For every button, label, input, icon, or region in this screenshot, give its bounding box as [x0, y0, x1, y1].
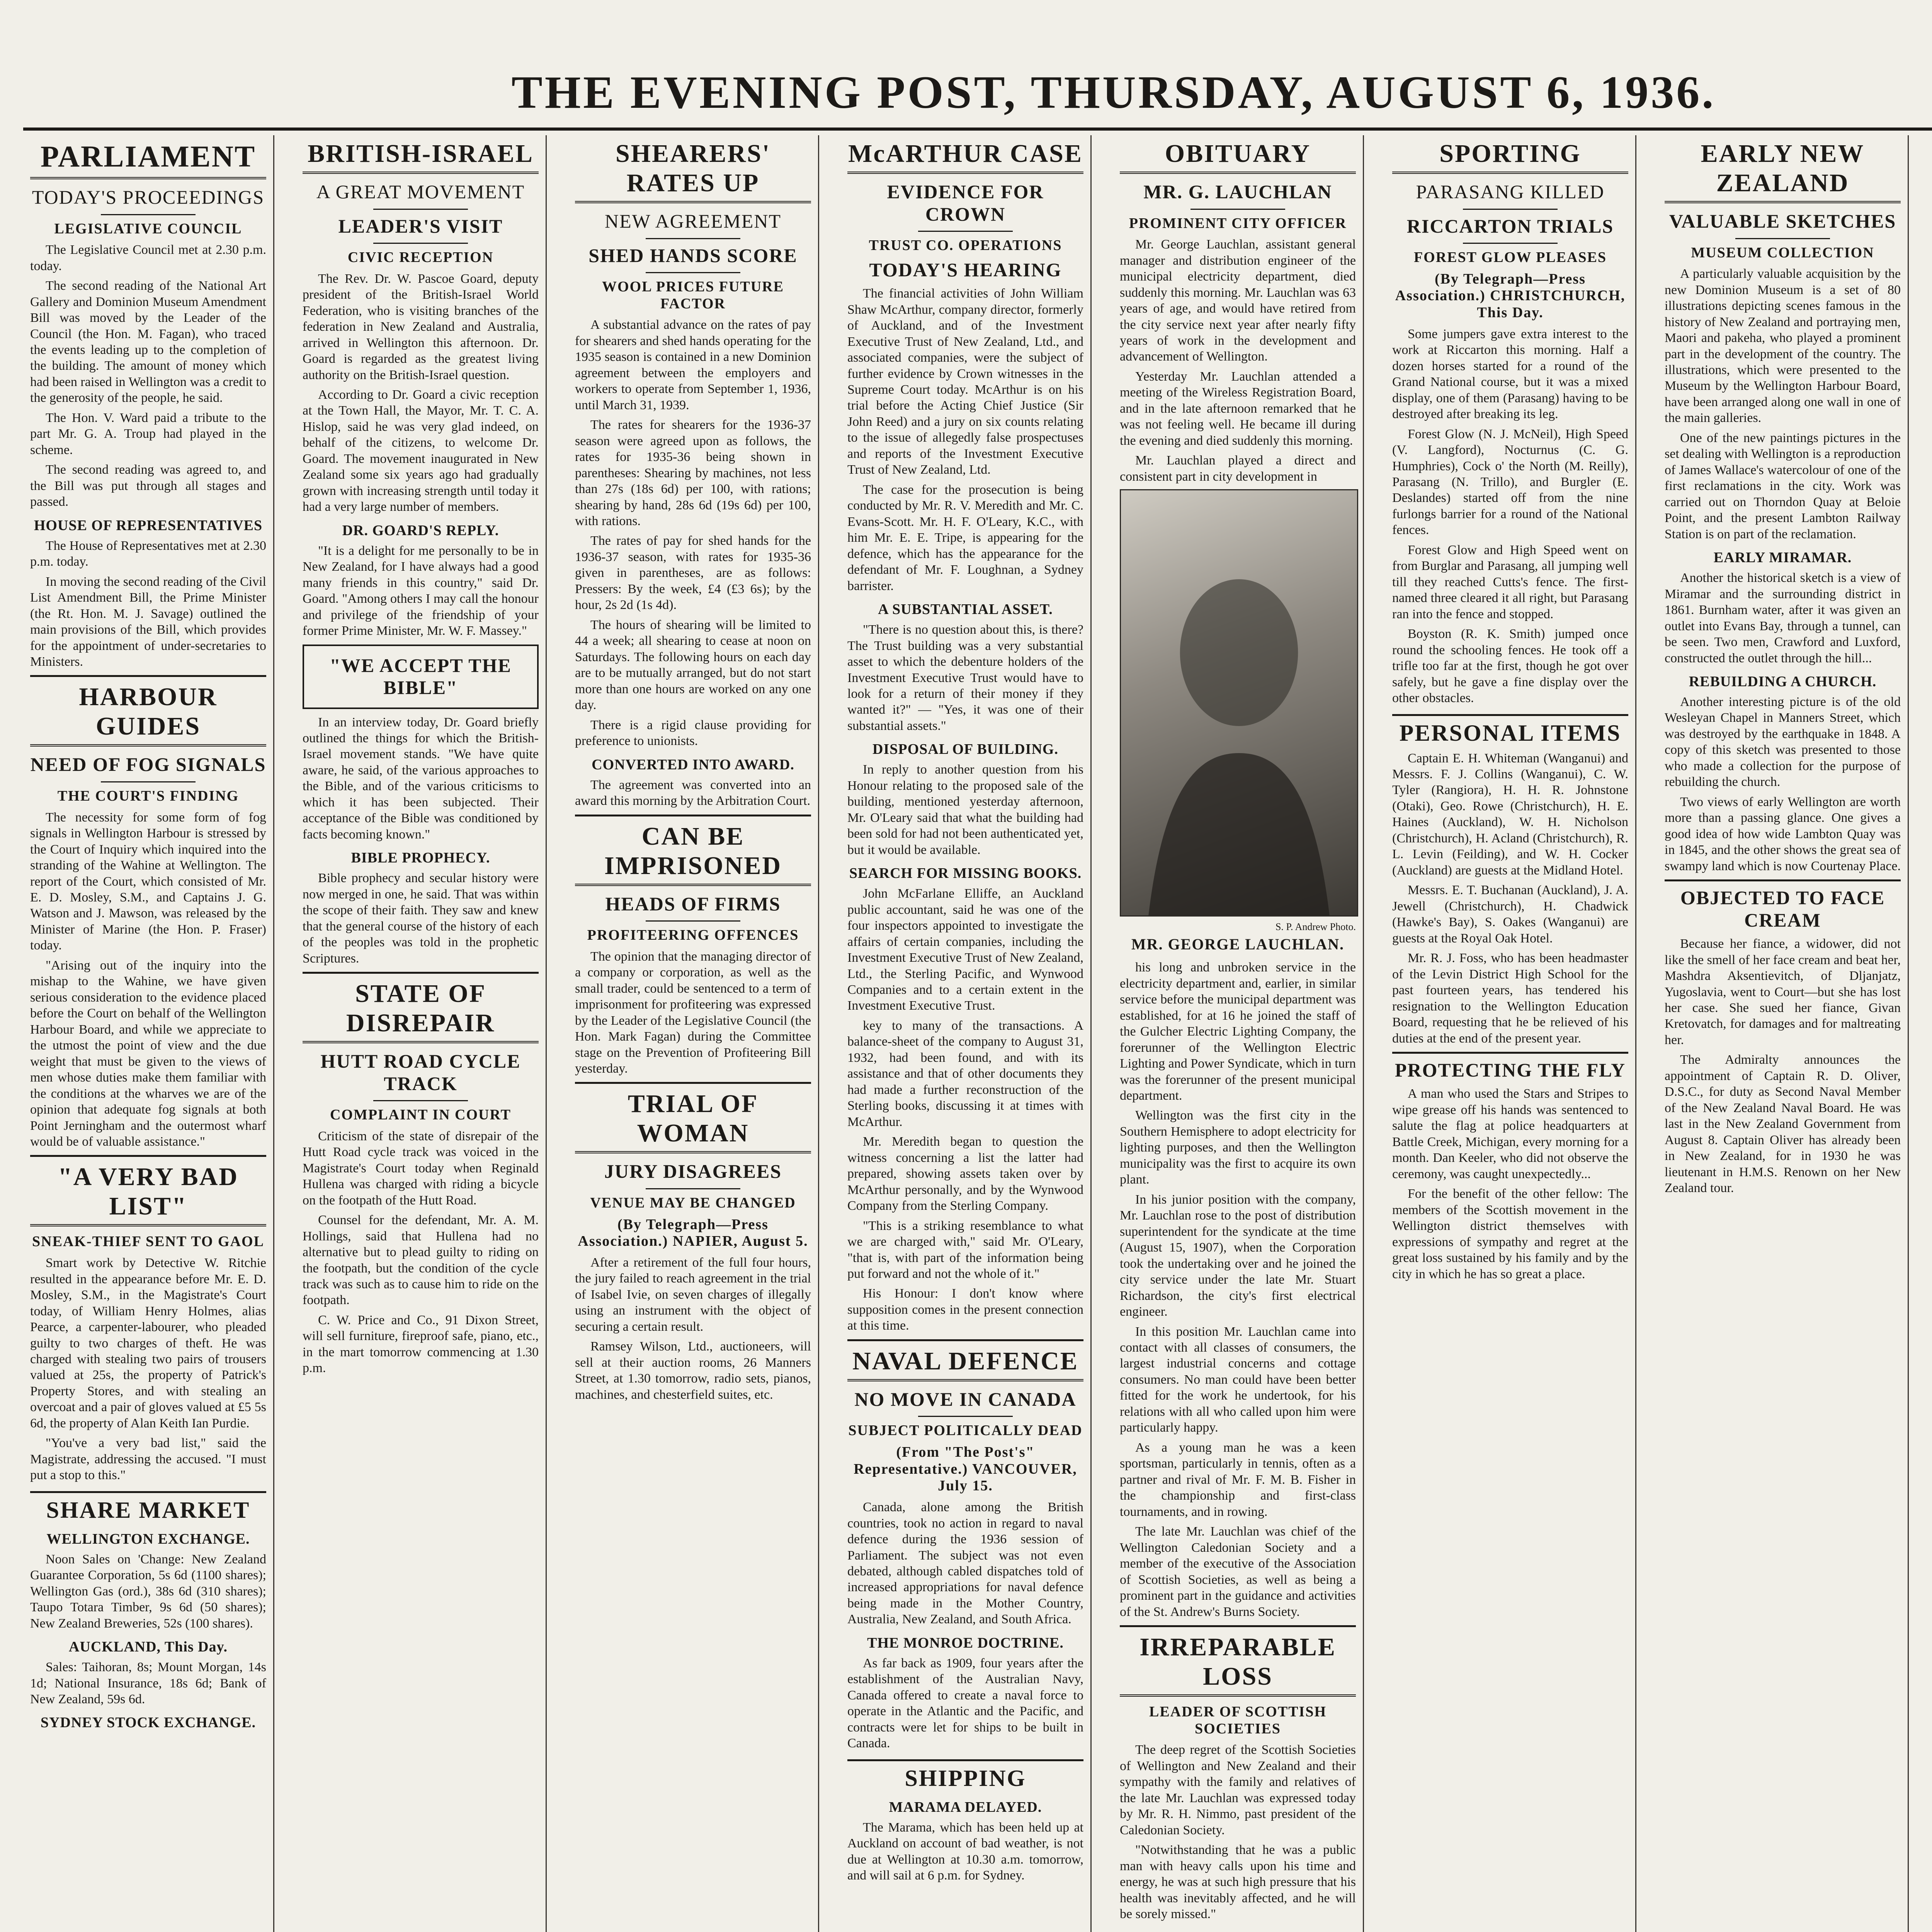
- article-paragraph: The Rev. Dr. W. Pascoe Goard, deputy president of the British-Israel World Federation, who is visiting branches of the federation in New Zealand and Australia, arrived in Wellington this afternoon. Dr. Goard is regarded as the greatest living authority on the British-Israel question.: [303, 271, 539, 382]
- article-paragraph: There is a rigid clause providing for preference to unionists.: [575, 718, 811, 748]
- article-paragraph: Mr. Meredith began to question the witness concerning a list the latter had prepared, showing assets taken over by McArthur personally, and by the Wynwood Company from the Sterling Company.: [847, 1134, 1083, 1213]
- headline-harbour-guides: HARBOUR GUIDES: [30, 682, 266, 747]
- article-paragraph: Criticism of the state of disrepair of the Hutt Road cycle track was voiced in the Magistrate's Court today when Reginald Hullena was charged with riding a bicycle on the footpath of the Hutt Road.: [303, 1129, 539, 1208]
- article-paragraph: Mr. Lauchlan played a direct and consistent part in city development in: [1120, 453, 1356, 484]
- article-paragraph: C. W. Price and Co., 91 Dixon Street, will sell furniture, fireproof safe, piano, etc., in the mart tomorrow commencing at 1.30 p.m.: [303, 1313, 539, 1376]
- article-paragraph: The Admiralty announces the appointment of Captain R. D. Oliver, D.S.C., for duty as Second Naval Member of the New Zealand Naval Board. He was last in the New Zealand Government from August 8. Captain Oliver has already been in New Zealand, for in 1930 he was lieutenant in H.M.S. Renown on her New Zealand tour.: [1665, 1053, 1901, 1196]
- subhead-missing-books: SEARCH FOR MISSING BOOKS.: [849, 865, 1082, 882]
- article-paragraph: Ramsey Wilson, Ltd., auctioneers, will sell at their auction rooms, 26 Manners Street, at 1.30 tomorrow, radio sets, pianos, machines, and chesterfield suites, etc.: [575, 1339, 811, 1402]
- headline-bad-list: "A VERY BAD LIST": [30, 1162, 266, 1226]
- subhead-rebuilding-church: REBUILDING A CHURCH.: [1689, 673, 1877, 690]
- article-paragraph: The Hon. V. Ward paid a tribute to the part Mr. G. A. Troup had played in the scheme.: [30, 410, 266, 457]
- headline-trial-woman: TRIAL OF WOMAN: [575, 1089, 811, 1153]
- deck-trust-operations: TRUST CO. OPERATIONS: [869, 237, 1062, 253]
- deck-complaint-court: COMPLAINT IN COURT: [330, 1107, 511, 1123]
- headline-early-new-zealand: EARLY NEW ZEALAND: [1665, 139, 1901, 203]
- article-paragraph: The case for the prosecution is being conducted by Mr. R. V. Meredith and Mr. C. Evans-Scott. Mr. H. F. O'Leary, K.C., with him Mr. E. E. Tripe, is appearing for the defence, which has the appearance for the defendant of Mr. F. Loughnan, a Sydney barrister.: [847, 482, 1083, 593]
- deck-heads-firms: HEADS OF FIRMS: [605, 893, 781, 915]
- article-paragraph: Noon Sales on 'Change: New Zealand Guarantee Corporation, 5s 6d (1100 shares); Wellington Gas (ord.), 38s 6d (310 shares); Taupo Totara Timber, 9s 6d (50 shares); New Zealand Breweries, 52s (100 shares).: [30, 1552, 266, 1631]
- dateline: (By Telegraph—Press Association.) CHRISTCHURCH, This Day.: [1395, 270, 1626, 321]
- article-paragraph: Because her fiance, a widower, did not like the smell of her face cream and beat her, Mashdra Aksentievitch, of Dljanjatz, Yugoslavia, went to Court—but she has lost her case. She sued her fiance, Givan Kretovatch, for damages and for maltreating her.: [1665, 937, 1901, 1047]
- subhead-goards-reply: DR. GOARD'S REPLY.: [342, 522, 499, 539]
- article-paragraph: Forest Glow (N. J. McNeil), High Speed (V. Langford), Nocturnus (C. G. Humphries), Cock o' the North (M. Reilly), Parasang (N. Trillo), and Burgler (E. Deslandes) started off from the nine furlongs barrier for a round of the National fences.: [1392, 427, 1628, 537]
- article-paragraph: The late Mr. Lauchlan was chief of the Wellington Caledonian Society and a member of the executive of the Association of Scottish Societies, as well as being a prominent part in the guidance and activities of the St. Andrew's Burns Society.: [1120, 1524, 1356, 1619]
- article-paragraph: Bible prophecy and secular history were now merged in one, he said. That was within the scope of their faith. They saw and knew that the general course of the history of each of the peoples was told in the prophetic Scriptures.: [303, 871, 539, 966]
- deck-politically-dead: SUBJECT POLITICALLY DEAD: [848, 1422, 1083, 1439]
- article-paragraph: Forest Glow and High Speed went on from Burglar and Parasang, all jumping well till they reached Cutts's fence. The first-named three cleared it all right, but Parasang ran into the fence and stopped.: [1392, 543, 1628, 621]
- article-paragraph: Two views of early Wellington are worth more than a passing glance. One gives a good idea of how wide Lambton Quay was in 1845, and the other shows the great sea of swampy land which is now Courtenay Place.: [1665, 794, 1901, 873]
- deck-court-finding: THE COURT'S FINDING: [57, 787, 239, 804]
- deck-todays-hearing: TODAY'S HEARING: [869, 259, 1062, 281]
- headline-naval-defence: NAVAL DEFENCE: [847, 1347, 1083, 1381]
- article-paragraph: After a retirement of the full four hours, the jury failed to reach agreement in the trial of Isabel Ivie, on seven charges of illegally using an instrument with the object of securing a certain result.: [575, 1255, 811, 1334]
- portrait-silhouette-icon: [1121, 490, 1357, 915]
- article-paragraph: The second reading of the National Art Gallery and Dominion Museum Amendment Bill was moved by the Leader of the Council (the Hon. M. Fagan), who traced the events leading up to the completion of the building. The amount of money which had been raised in Wellington was a credit to the generosity of the people, he said.: [30, 279, 266, 405]
- deck-profiteering: PROFITEERING OFFENCES: [587, 927, 799, 943]
- column-parliament: [23, 135, 274, 1932]
- subhead-auckland: AUCKLAND, This Day.: [68, 1639, 228, 1655]
- deck-venue-changed: VENUE MAY BE CHANGED: [590, 1194, 796, 1211]
- boxed-subhead: [303, 645, 539, 709]
- headline-shearers-rates: SHEARERS' RATES UP: [575, 139, 811, 203]
- dateline: (By Telegraph—Press Association.) NAPIER, August 5.: [578, 1216, 808, 1250]
- article-paragraph: A substantial advance on the rates of pay for shearers and shed hands operating for the 1935 season is contained in a new Dominion agreement between the employers and workers to operate from September 1, 1936, until March 31, 1939.: [575, 318, 811, 412]
- column-early-nz: [1658, 135, 1909, 1932]
- deck-city-officer: PROMINENT CITY OFFICER: [1129, 215, 1347, 231]
- headline-disrepair: STATE OF DISREPAIR: [303, 979, 539, 1043]
- article-paragraph: In reply to another question from his Honour relating to the proposed sale of the building, mentioned yesterday afternoon, Mr. O'Leary said that what the building had been sold for had not been authenticated yet, but it would be available.: [847, 762, 1083, 857]
- deck-riccarton-trials: RICCARTON TRIALS: [1406, 215, 1614, 237]
- article-paragraph: his long and unbroken service in the electricity department and, earlier, in similar service before the municipal department was established, for at 16 he joined the staff of the Gulcher Electric Lighting Company, the forerunner of the Wellington Electric Lighting and Power Syndicate, which in turn was the forerunner of the present municipal department.: [1120, 960, 1356, 1103]
- article-paragraph: The rates for shearers for the 1936-37 season were agreed upon as follows, the rates for 1935-36 being shown in parentheses: Shearing by machines, not less than 27s (18s 6d) per 100, with rations; shearing by hand, 28s 6d (19s 6d) per 100, with rations.: [575, 418, 811, 528]
- article-paragraph: Messrs. E. T. Buchanan (Auckland), J. A. Jewell (Christchurch), H. Chadwick (Hawke's Bay), S. Oakes (Wanganui) are guests at the Royal Oak Hotel.: [1392, 883, 1628, 946]
- columns-container: [23, 135, 1932, 1932]
- article-paragraph: For the benefit of the other fellow: The members of the Scottish movement in the Wellington district themselves with expressions of sympathy and regret at the great loss sustained by his family and by the city in which he has so great a place.: [1392, 1187, 1628, 1281]
- column-british-israel: [296, 135, 547, 1932]
- deck-parasang-killed: PARASANG KILLED: [1416, 181, 1605, 202]
- article-paragraph: Mr. George Lauchlan, assistant general manager and distribution engineer of the municipal electricity department, died suddenly this morning. Mr. Lauchlan was 63 years of age, and would have retired from the city service next year after nearly fifty years of work in the development and advancement of Wellington.: [1120, 237, 1356, 364]
- article-paragraph: The second reading was agreed to, and the Bill was put through all stages and passed.: [30, 463, 266, 509]
- article-paragraph: Smart work by Detective W. Ritchie resulted in the appearance before Mr. E. D. Mosley, S.M., in the Magistrate's Court today, of William Henry Holmes, alias Pearce, a carpenter-labourer, who pleaded guilty to two charges of theft. He was charged with stealing two pairs of trousers valued at 25s, the property of Patrick's Property Stores, and with stealing an overcoat and a pair of gloves valued at £5 5s 6d, the property of Alan Keith Ian Purdie.: [30, 1256, 266, 1430]
- headline-personal-items: PERSONAL ITEMS: [1392, 714, 1628, 747]
- deck-sneak-thief: SNEAK-THIEF SENT TO GAOL: [32, 1233, 264, 1250]
- deck-lauchlan: MR. G. LAUCHLAN: [1143, 181, 1332, 202]
- article-paragraph: The agreement was converted into an award this morning by the Arbitration Court.: [575, 777, 811, 808]
- subhead-house: HOUSE OF REPRESENTATIVES: [34, 517, 263, 534]
- deck-evidence-crown: EVIDENCE FOR CROWN: [887, 181, 1044, 225]
- article-paragraph: A particularly valuable acquisition by the new Dominion Museum is a set of 80 illustrations depicting scenes famous in the history of New Zealand and portraying men, Maori and pakeha, who played a prominent part in the development of the country. The illustrations, which were presented to the Museum by the Wellington Harbour Board, have been arranged along one wall in one of the main galleries.: [1665, 267, 1901, 425]
- deck-fog-signals: NEED OF FOG SIGNALS: [30, 753, 266, 776]
- deck-wool-prices: WOOL PRICES FUTURE FACTOR: [602, 279, 784, 312]
- article-paragraph: The hours of shearing will be limited to 44 a week; all shearing to cease at noon on Saturdays. The following hours on each day are to be mutually arranged, but do not start more than one hours are worked on any one day.: [575, 617, 811, 713]
- deck-forest-glow: FOREST GLOW PLEASES: [1413, 249, 1607, 265]
- deck-valuable-sketches: VALUABLE SKETCHES: [1669, 210, 1896, 232]
- subhead-wellington-exchange: WELLINGTON EXCHANGE.: [46, 1531, 250, 1547]
- article-paragraph: The House of Representatives met at 2.30 p.m. today.: [30, 538, 266, 569]
- headline-sporting: SPORTING: [1392, 139, 1628, 174]
- article-paragraph: John McFarlane Elliffe, an Auckland public accountant, said he was one of the four inspectors appointed to investigate the affairs of certain companies, including the Investment Executive Trust of New Zealand, Ltd., the Sterling Pacific, and Wynwood Companies and to a certain extent in the Investment Executive Trust.: [847, 886, 1083, 1013]
- headline-irreparable-loss: IRREPARABLE LOSS: [1120, 1633, 1356, 1697]
- subhead-disposal-building: DISPOSAL OF BUILDING.: [872, 741, 1058, 758]
- deck-proceedings: TODAY'S PROCEEDINGS: [32, 186, 265, 208]
- article-paragraph: As a young man he was a keen sportsman, particularly in tennis, often as a partner and rival of Mr. F. M. B. Fisher in the championship and first-class tournaments, and in rowing.: [1120, 1440, 1356, 1519]
- deck-jury-disagrees: JURY DISAGREES: [604, 1160, 782, 1182]
- subhead-bible-prophecy: BIBLE PROPHECY.: [351, 850, 490, 866]
- deck-legislative: LEGISLATIVE COUNCIL: [54, 220, 242, 237]
- article-paragraph: The necessity for some form of fog signals in Wellington Harbour is stressed by the Court of Inquiry which inquired into the stranding of the Wahine at Wellington. The report of the Court, which consisted of Mr. E. D. Mosley, S.M., and Captains J. G. Watson and J. Mawson, was released by the Minister of Marine (the Hon. P. Fraser) today.: [30, 810, 266, 953]
- article-paragraph: A man who used the Stars and Stripes to wipe grease off his hands was sentenced to salute the flag at police headquarters at Battle Creek, Michigan, every morning for a month. Dan Keeler, who did not observe the ceremony, was caught unexpectedly...: [1392, 1087, 1628, 1181]
- column-shearers: [568, 135, 819, 1932]
- article-paragraph: Boyston (R. K. Smith) jumped once round the schooling fences. He took off a trifle too far at the first, though he got over safely, but he gave a fine display over the other obstacles.: [1392, 627, 1628, 706]
- column-sporting: [1385, 135, 1636, 1932]
- article-paragraph: The deep regret of the Scottish Societies of Wellington and New Zealand and their sympathy with the family and relatives of the late Mr. Lauchlan was expressed today by Mr. R. H. Nimmo, past president of the Caledonian Society.: [1120, 1743, 1356, 1837]
- photo-caption: MR. GEORGE LAUCHLAN.: [1131, 935, 1345, 953]
- article-paragraph: Wellington was the first city in the Southern Hemisphere to adopt electricity for lighting purposes, and then the Wellington municipality was the first to acquire its own plant.: [1120, 1108, 1356, 1187]
- article-paragraph: Mr. R. J. Foss, who has been headmaster of the Levin District High School for the past fourteen years, has tendered his resignation to the Wellington Education Board, requesting that he be relieved of his duties at the end of the present year.: [1392, 951, 1628, 1046]
- article-paragraph: Some jumpers gave extra interest to the work at Riccarton this morning. Half a dozen horses started for a round of the Grand National course, but it was a mixed display, one of them (Parasang) having to be destroyed after breaking its leg.: [1392, 327, 1628, 422]
- dateline: (From "The Post's" Representative.) VANCOUVER, July 15.: [854, 1444, 1077, 1494]
- headline-imprisoned: CAN BE IMPRISONED: [575, 822, 811, 886]
- article-paragraph: "There is no question about this, is there? The Trust building was a very substantial asset to which the debenture holders of the Investment Executive Trust would have to look for a return of their money if they wanted it?" — "Yes, it was one of their substantial assets.": [847, 622, 1083, 733]
- article-paragraph: In moving the second reading of the Civil List Amendment Bill, the Prime Minister (the Rt. Hon. M. J. Savage) outlined the main provisions of the Bill, which provides for the appointment of under-secretaries to Ministers.: [30, 574, 266, 669]
- photo-credit: S. P. Andrew Photo.: [1275, 921, 1356, 933]
- headline-accept-bible: "WE ACCEPT THE BIBLE": [330, 654, 512, 699]
- article-paragraph: In his junior position with the company, Mr. Lauchlan rose to the post of distribution superintendent for the syndicate at the time (August 15, 1907), when the Corporation took the undertaking over and he joined the city service under the late Mr. Stuart Richardson, the city's first electrical engineer.: [1120, 1192, 1356, 1319]
- article-paragraph: One of the new paintings pictures in the set dealing with Wellington is a reproduction of James Wallace's watercolour of one of the first reclamations in the city. Work was carried out on Thorndon Quay at Beloie Point, and the present Lambton Railway Station is on part of the reclamation.: [1665, 430, 1901, 541]
- subhead-sydney-exchange: SYDNEY STOCK EXCHANGE.: [40, 1714, 256, 1731]
- portrait-photo: [1120, 489, 1358, 917]
- masthead-title: THE EVENING POST, THURSDAY, AUGUST 6, 1936.: [511, 66, 1716, 118]
- subhead-early-miramar: EARLY MIRAMAR.: [1713, 549, 1852, 566]
- headline-protecting-fly: PROTECTING THE FLY: [1395, 1059, 1626, 1081]
- article-paragraph: Captain E. H. Whiteman (Wanganui) and Messrs. F. J. Collins (Wanganui), C. W. Tyler (Rangiora), H. H. R. Johnstone (Otaki), Geo. Rowe (Christchurch), H. E. Haines (Auckland), W. H. Nicholson (Christchurch), H. Acland (Christchurch), R. L. Levin (Feilding), and W. H. Cocker (Auckland) are guests at the Midland Hotel.: [1392, 751, 1628, 878]
- article-paragraph: Counsel for the defendant, Mr. A. M. Hollings, said that Hullena had no alternative but to plead guilty to riding on the footpath, but the condition of the cycle track was such as to cause him to ride on the footpath.: [303, 1213, 539, 1308]
- article-paragraph: "Notwithstanding that he was a public man with heavy calls upon his time and energy, he was at such high pressure that his health was inevitably affected, and he will be sorely missed.": [1120, 1843, 1356, 1922]
- column-obituary: [1113, 135, 1364, 1932]
- article-paragraph: "Arising out of the inquiry into the mishap to the Wahine, we have given serious consideration to the evidence placed before the Court on behalf of the Wellington Harbour Board, and while we appreciate to the utmost the point of view and the due weight that must be given to the views of men whose duties make them familiar with the conditions at the wharves we are of the opinion that adequate fog signals at both Point Jerningham and the outermost wharf would be of valuable assistance.": [30, 958, 266, 1149]
- headline-mcarthur-case: McARTHUR CASE: [847, 139, 1083, 174]
- column-mcarthur: [840, 135, 1092, 1932]
- headline-obituary: OBITUARY: [1120, 139, 1356, 174]
- article-paragraph: Canada, alone among the British countries, took no action in regard to naval defence during the 1936 session of Parliament. The subject was not even debated, although cabled dispatches told of increased appropriations for naval defence being made in the Mother Country, Australia, New Zealand, and South Africa.: [847, 1500, 1083, 1627]
- deck-shed-hands: SHED HANDS SCORE: [588, 244, 798, 266]
- deck-civic-reception: CIVIC RECEPTION: [347, 249, 494, 265]
- article-paragraph: "You've a very bad list," said the Magistrate, addressing the accused. "I must put a stop to this.": [30, 1436, 266, 1483]
- deck-leaders-visit: LEADER'S VISIT: [338, 215, 503, 237]
- article-paragraph: key to many of the transactions. A balance-sheet of the company to August 31, 1932, had been found, and with its assistance and that of other documents they had made a further reconstruction of the Sterling books, discussing it at times with McArthur.: [847, 1018, 1083, 1129]
- article-paragraph: The rates of pay for shed hands for the 1936-37 season, with rates for 1935-36 given in parentheses, are as follows: Pressers: By the week, £4 (£3 6s); by the hour, 2s 2d (1s 4d).: [575, 534, 811, 612]
- article-paragraph: As far back as 1909, four years after the establishment of the Australian Navy, Canada offered to create a naval force to operate in the Atlantic and the Pacific, and contracts were let for ships to be built in Canada.: [847, 1656, 1083, 1751]
- article-paragraph: "It is a delight for me personally to be in New Zealand, for I have always had a good many friends in this country," said Dr. Goard. "Among others I may call the honour and privilege of the friendship of your former Prime Minister, Mr. W. F. Massey.": [303, 543, 539, 638]
- subhead-substantial-asset: A SUBSTANTIAL ASSET.: [878, 601, 1053, 618]
- deck-new-agreement: NEW AGREEMENT: [605, 210, 781, 232]
- article-paragraph: According to Dr. Goard a civic reception at the Town Hall, the Mayor, Mr. T. C. A. Hislop, said he was very glad indeed, on behalf of the citizens, to welcome Dr. Goard. The movement inaugurated in New Zealand some six years ago had gradually grown with increasing strength until today it had a very large number of members.: [303, 387, 539, 514]
- article-paragraph: "This is a striking resemblance to what we are charged with," said Mr. O'Leary, "that is, with part of the information being put forward and not the whole of it.": [847, 1218, 1083, 1281]
- article-paragraph: The financial activities of John William Shaw McArthur, company director, formerly of Auckland, and of the Investment Executive Trust of New Zealand, Ltd., and associated companies, were the subject of further evidence by Crown witnesses in the Supreme Court today. McArthur is on his trial before the Acting Chief Justice (Sir John Reed) and a jury on six counts relating to the issue of allegedly false prospectuses and reports of the Investment Executive Trust of New Zealand, Ltd.: [847, 286, 1083, 477]
- article-paragraph: Another interesting picture is of the old Wesleyan Chapel in Manners Street, which was destroyed by the earthquake in 1848. A copy of this sketch was presented to those who made a collection for the purpose of rebuilding the church.: [1665, 694, 1901, 789]
- deck-great-movement: A GREAT MOVEMENT: [316, 181, 525, 202]
- article-paragraph: In this position Mr. Lauchlan came into contact with all classes of consumers, the largest industrial concerns and cottage consumers. No man could have been better fitted for the work he undertook, for his relations with all who called upon him were particularly happy.: [1120, 1324, 1356, 1435]
- deck-scottish-societies: LEADER OF SCOTTISH SOCIETIES: [1149, 1703, 1327, 1737]
- headline-british-israel: BRITISH-ISRAEL: [303, 139, 539, 174]
- article-paragraph: The Legislative Council met at 2.30 p.m. today.: [30, 243, 266, 273]
- deck-no-move-canada: NO MOVE IN CANADA: [854, 1388, 1077, 1410]
- headline-face-cream: OBJECTED TO FACE CREAM: [1680, 887, 1885, 931]
- masthead: [23, 58, 1932, 131]
- subhead-converted-award: CONVERTED INTO AWARD.: [592, 756, 794, 773]
- headline-parliament: PARLIAMENT: [30, 139, 266, 179]
- subhead-marama-delayed: MARAMA DELAYED.: [889, 1799, 1042, 1815]
- deck-museum-collection: MUSEUM COLLECTION: [1691, 244, 1874, 261]
- article-paragraph: Sales: Taihoran, 8s; Mount Morgan, 14s 1d; National Insurance, 18s 6d; Bank of New Zealand, 59s 6d.: [30, 1660, 266, 1706]
- article-paragraph: In an interview today, Dr. Goard briefly outlined the things for which the British-Israel movement stands. "We have quite aware, he said, of the various approaches to the Bible, and of the various criticisms to which it has been subjected. Their acceptance of the Bible was conditioned by facts becoming known.": [303, 715, 539, 842]
- article-paragraph: Another the historical sketch is a view of Miramar and the surrounding district in 1861. Burnham water, after it was given an outlet into Evans Bay, through a tunnel, can be seen. Two men, Crawford and Luxford, constructed the outlet through the hill...: [1665, 571, 1901, 665]
- headline-shipping: SHIPPING: [847, 1759, 1083, 1792]
- deck-hutt-road: HUTT ROAD CYCLE TRACK: [320, 1050, 521, 1094]
- headline-share-market: SHARE MARKET: [30, 1491, 266, 1524]
- article-paragraph: Yesterday Mr. Lauchlan attended a meeting of the Wireless Registration Board, and in the late afternoon remarked that he was not feeling well. He became ill during the evening and died suddenly this morning.: [1120, 369, 1356, 448]
- article-paragraph: The Marama, which has been held up at Auckland on account of bad weather, is not due at Wellington at 10.30 a.m. tomorrow, and will sail at 6 p.m. for Sydney.: [847, 1820, 1083, 1883]
- article-paragraph: The opinion that the managing director of a company or corporation, as well as the small trader, could be sentenced to a term of imprisonment for profiteering was expressed by the Leader of the Legislative Council (the Hon. Mark Fagan) during the Committee stage on the Prevention of Profiteering Bill yesterday.: [575, 949, 811, 1076]
- article-paragraph: His Honour: I don't know where supposition comes in the present connection at this time.: [847, 1286, 1083, 1333]
- subhead-monroe-doctrine: THE MONROE DOCTRINE.: [867, 1634, 1064, 1651]
